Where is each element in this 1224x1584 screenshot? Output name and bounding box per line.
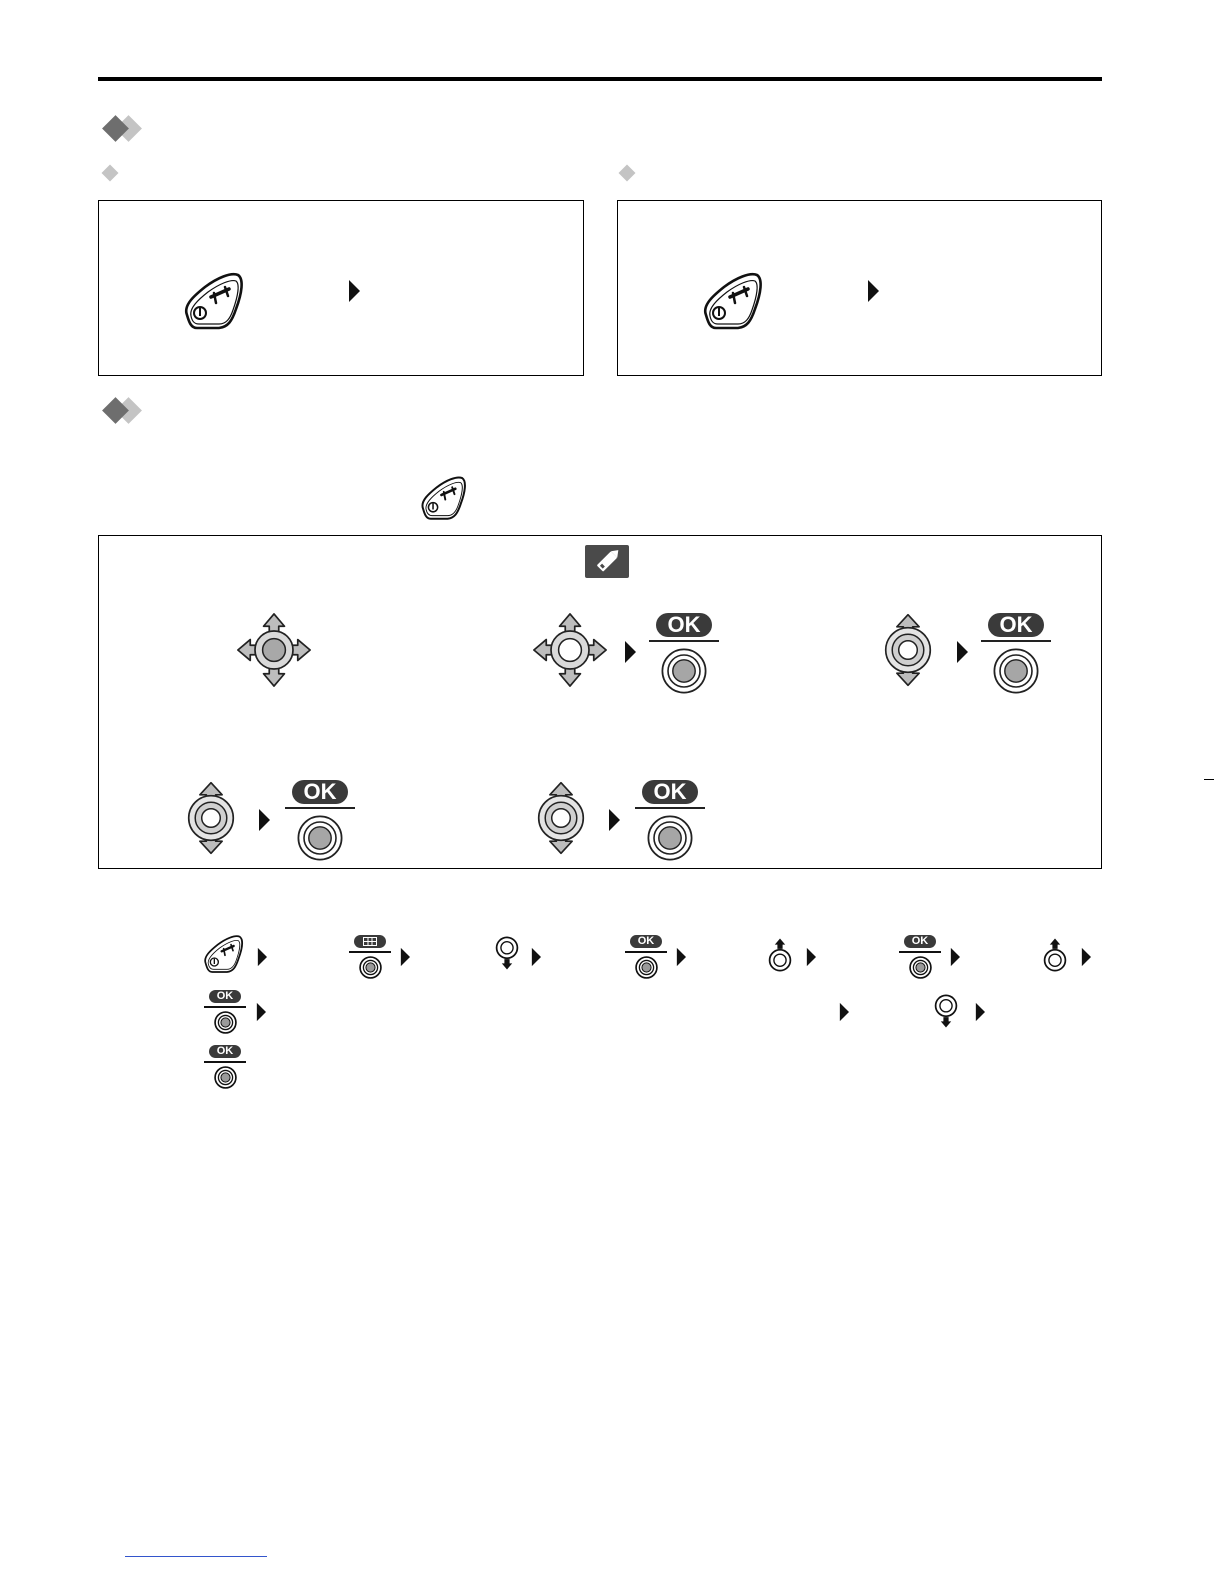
grid-icon [363,937,377,946]
arrow-right-icon [255,1002,267,1022]
ok-label: OK [292,780,348,804]
arrow-right-icon [949,947,961,967]
arrow-right-icon [257,808,271,832]
ok-disc-icon [646,814,694,862]
arrow-right-icon [805,947,817,967]
nav-down-icon [494,935,520,971]
ok-label: OK [904,935,936,948]
ok-disc-icon [992,647,1040,695]
nav-down-icon [933,993,959,1029]
arrow-right-icon [623,640,637,664]
footer-link-underline[interactable] [125,1556,267,1557]
ok-label: OK [656,613,712,637]
arrow-right-icon [1080,947,1092,967]
menu-key-icon [349,933,391,981]
arrow-right-icon [607,808,621,832]
key-disc-icon [213,1065,238,1090]
power-end-key-icon [700,271,764,331]
power-end-key-icon [181,271,245,331]
ok-key-icon [633,776,707,862]
ok-label: OK [630,935,662,948]
ok-disc-icon [660,647,708,695]
instruction-box-right [617,200,1102,376]
key-disc-icon [358,955,383,980]
key-disc-icon [908,955,933,980]
arrow-right-icon [399,947,411,967]
ok-disc-icon [296,814,344,862]
instruction-box-left [98,200,584,376]
sub-bullet-icon [617,163,637,183]
section-bullet-icon [100,398,154,430]
ok-key-icon [204,1043,246,1091]
navigation-instructions-box [98,535,1102,869]
nav-up-icon [1042,937,1068,973]
key-disc-icon [213,1010,238,1035]
margin-mark [1204,779,1214,780]
arrow-right-icon [675,947,687,967]
ok-key-icon [647,609,721,695]
ok-label: OK [209,990,241,1003]
section-bullet-icon [100,116,154,148]
up-down-navigator-icon [185,780,237,856]
ok-key-icon [283,776,357,862]
ok-label: OK [209,1045,241,1058]
pencil-icon [585,545,629,578]
arrow-right-icon [838,1002,850,1022]
ok-key-icon [204,988,246,1036]
ok-label: OK [642,780,698,804]
ok-label: OK [988,613,1044,637]
up-down-navigator-icon [882,612,934,688]
nav-up-icon [767,937,793,973]
key-disc-icon [634,955,659,980]
four-way-navigator-icon [236,612,312,688]
power-end-key-icon [418,475,468,521]
arrow-right-icon [974,1002,986,1022]
arrow-right-icon [530,947,542,967]
sub-bullet-icon [100,163,120,183]
ok-key-icon [899,933,941,981]
power-end-key-icon [201,934,245,974]
arrow-right-icon [256,947,268,967]
arrow-right-icon [347,279,361,303]
arrow-right-icon [866,279,880,303]
ok-key-icon [979,609,1053,695]
arrow-right-icon [955,640,969,664]
ok-key-icon [625,933,667,981]
four-way-navigator-icon [532,612,608,688]
up-down-navigator-icon [535,780,587,856]
header-rule [98,77,1102,81]
